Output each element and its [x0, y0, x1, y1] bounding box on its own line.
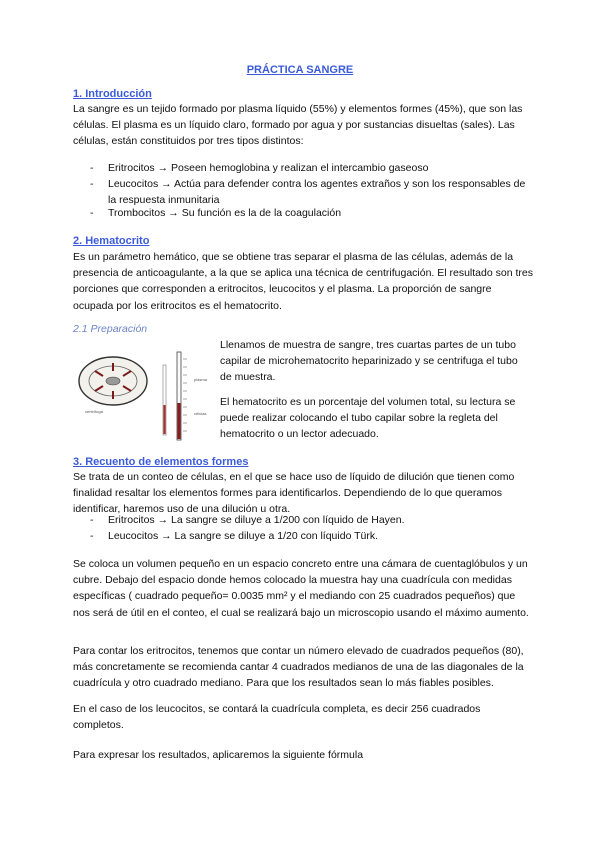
- recuento-paragraph-2: Se coloca un volumen pequeño en un espacio concreto entre una cámara de cuentaglóbulos y un cubre. Debajo del espacio donde hemos colocado la muestra hay una cuadrícula con medidas específicas ( cuadrado pequeño= 0.0035 mm² y el mediando con 25 cuadrados pequeños) que nos será de útil en el conteo, el cual se realizará bajo un microscopio usando el máximo aumento.: [73, 558, 529, 619]
- bullet-dash: -: [90, 530, 94, 542]
- bullet-dash: -: [90, 162, 94, 174]
- recuento-paragraph-4: En el caso de los leucocitos, se contará la cuadrícula completa, es decir 256 cuadrados completos.: [73, 703, 481, 732]
- svg-text:plasma: plasma: [194, 377, 207, 382]
- recuento-paragraph-1: Se trata de un conteo de células, en el que se hace uso de líquido de dilución que tienen como finalidad resaltar los elementos formes para identificarlos. Dependiendo de lo que queramos identificar, haremos uso de una dilución u otra.: [73, 471, 515, 516]
- section-heading-hematocrito: 2. Hematocrito: [73, 235, 150, 247]
- subheading-preparacion: 2.1 Preparación: [73, 323, 148, 335]
- list-item: - Eritrocitos → La sangre se diluye a 1/200 con líquido de Hayen.: [90, 512, 530, 528]
- centrifuge-hematocrit-illustration: [73, 343, 218, 443]
- intro-paragraph: La sangre es un tejido formado por plasma líquido (55%) y elementos formes (45%), que son las células. El plasma es un líquido claro, formado por agua y por sustancias disueltas (sales). Las células, están constituidos por tres tipos distintos:: [73, 103, 523, 148]
- svg-text:centrífuga: centrífuga: [85, 409, 103, 414]
- svg-text:células: células: [194, 411, 207, 416]
- section-heading-introduccion: 1. Introducción: [73, 88, 152, 100]
- section-heading-recuento: 3. Recuento de elementos formes: [73, 456, 249, 468]
- list-item: - Eritrocitos → Poseen hemoglobina y realizan el intercambio gaseoso: [90, 160, 530, 176]
- bullet-dash: -: [90, 178, 94, 190]
- recuento-paragraph-5: Para expresar los resultados, aplicaremos la siguiente fórmula: [73, 749, 364, 761]
- bullet-dash: -: [90, 514, 94, 526]
- list-item: - Trombocitos → Su función es la de la coagulación: [90, 205, 530, 221]
- page-title: PRÁCTICA SANGRE: [246, 64, 354, 76]
- preparacion-paragraph-1: Llenamos de muestra de sangre, tres cuartas partes de un tubo capilar de microhematocrito heparinizado y se centrifuga el tubo de muestra.: [220, 339, 518, 384]
- preparacion-paragraph-2: El hematocrito es un porcentaje del volumen total, su lectura se puede realizar colocando el tubo capilar sobre la regleta del hematocrito o un lector adecuado.: [220, 396, 516, 441]
- hematocrito-paragraph: Es un parámetro hemático, que se obtiene tras separar el plasma de las células, además de la presencia de anticoagulante, a la que se aplica una técnica de centrifugación. El resultado son tres porciones que corresponden a eritrocitos, leucocitos y el plasma. La proporción de sangre ocupada por los eritrocitos es el hematocrito.: [73, 251, 533, 312]
- list-item: - Leucocitos → Actúa para defender contra los agentes extraños y son los responsables de la respuesta inmunitaria: [90, 178, 526, 207]
- recuento-paragraph-3: Para contar los eritrocitos, tenemos que contar un número elevado de cuadrados pequeños (80), más concretamente se recomienda cantar 4 cuadrados medianos de una de las diagonales de la cuadrícula y otro cuadrado mediano. Para que los resultados sean lo más fiables posibles.: [73, 645, 524, 690]
- list-item: - Leucocitos → La sangre se diluye a 1/20 con líquido Türk.: [90, 528, 530, 544]
- bullet-dash: -: [90, 207, 94, 219]
